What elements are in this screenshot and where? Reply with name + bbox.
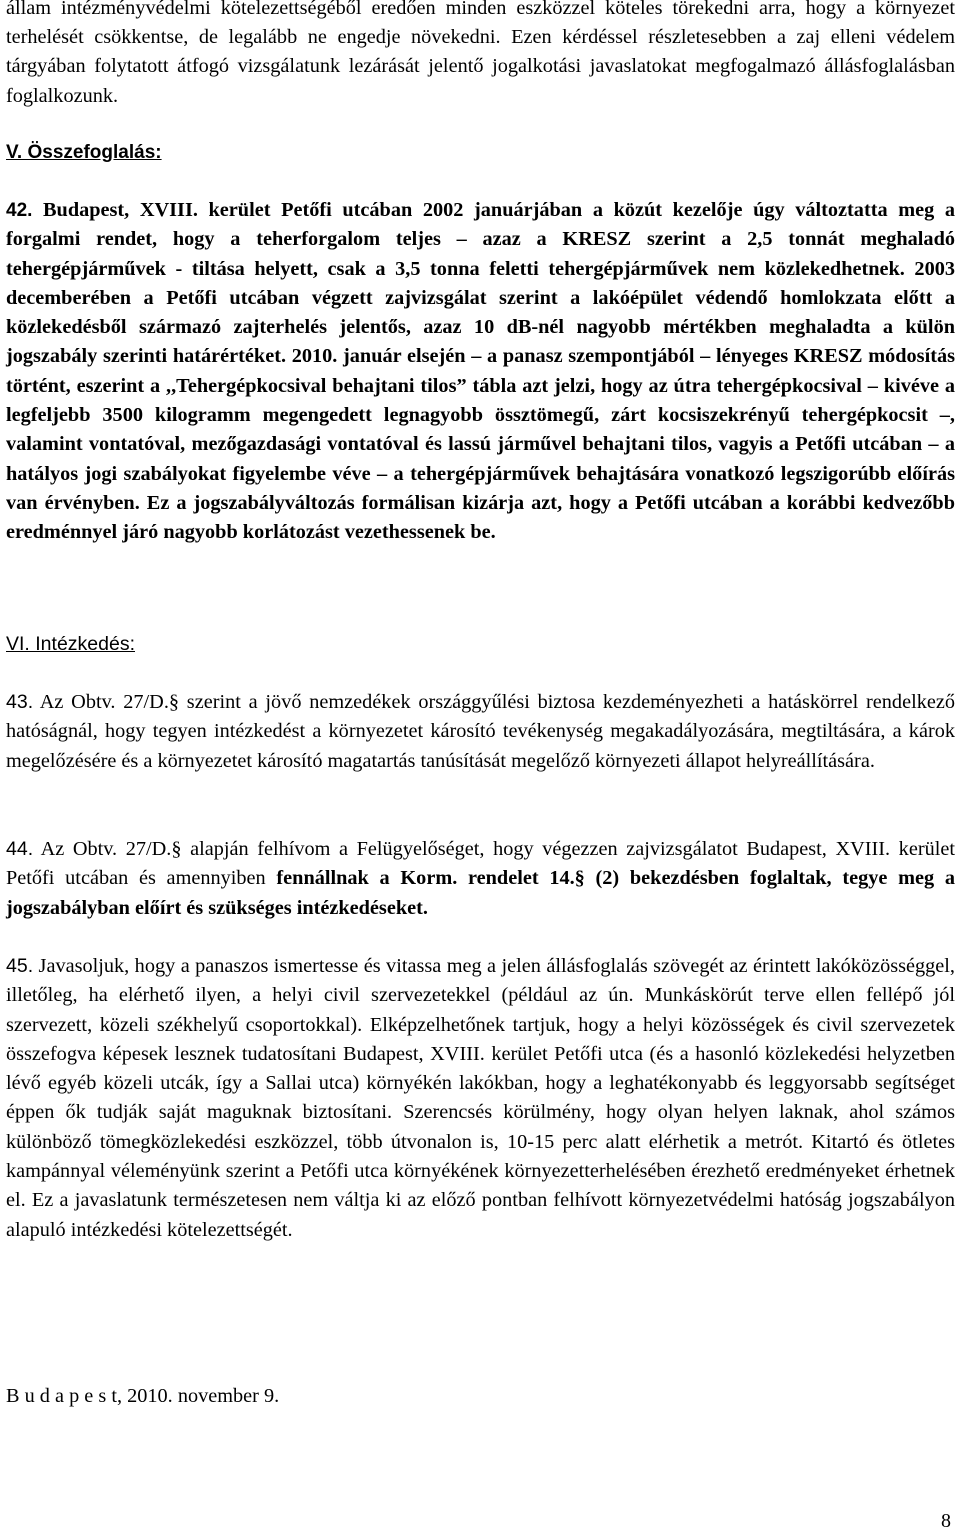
paragraph-45 xyxy=(6,952,955,1245)
paragraph-number-42: 42. xyxy=(6,200,33,221)
section-vi-heading: VI. Intézkedés: xyxy=(6,633,135,655)
page-number: 8 xyxy=(941,1510,951,1532)
paragraph-44-text: Az Obtv. 27/D.§ alapján felhívom a Felügyelőséget, hogy végezzen zajvizsgálatot Budapest, XVIII. kerület Petőfi utcában és amennyiben xyxy=(6,838,955,890)
summary-text: Budapest, XVIII. kerület Petőfi utcában 2002 januárjában a közút kezelője úgy változtatta meg a forgalmi rendet, hogy a teherforgalom teljes – azaz a KRESZ szerint a 2,5 tonnát meghaladó tehergépjárművek - tiltása helyett, csak a 3,5 tonna feletti tehergépjárművek nem közlekedhetnek. 2003 decemberében a Petőfi utcában végzett zajvizsgálat szerint a lakóépület védendő homlokzata előtt a közlekedésből származó zajterhelés jelentős, azaz 10 dB-nél nagyobb mértékben meghaladta a külön jogszabály szerinti határértéket. 2010. január elsején – a panasz szempontjából – lényeges KRESZ módosítás történt, eszerint a ,,Tehergépkocsival behajtani tilos” tábla azt jelzi, hogy az útra tehergépkocsival – kivéve a legfeljebb 3500 kilogramm megengedett legnagyobb össztömegű, zárt kocsiszekrényű tehergépkocsit –, valamint vontatóval, mezőgazdasági vontatóval és lassú járművel behajtani tilos, vagyis a Petőfi utcában – a hatályos jogi szabályokat figyelembe véve – a tehergépjárművek behajtására vonatkozó legszigorúbb előírás van érvényben. Ez a jogszabályváltozás formálisan kizárja azt, hogy a Petőfi utcában a korábbi kedvezőbb eredménnyel járó nagyobb korlátozást vezethessenek be. xyxy=(6,199,955,544)
paragraph-43 xyxy=(6,688,955,776)
paragraph-number-44: 44. xyxy=(6,838,34,860)
paragraph-number-45: 45. xyxy=(6,955,34,977)
paragraph-45-text: Javasoljuk, hogy a panaszos ismertesse és vitassa meg a jelen állásfoglalás szövegét az érintett lakóközösséggel, illetőleg, ha elérhető ilyen, a helyi civil szervezetekkel (például az ún. Munkáskörút terve ellen fellépő jól szervezett, közeli székhelyű csoportokkal). Elképzelhetőnek tartjuk, hogy a helyi közösségek és civil szervezetek összefogva képesek lesznek tudatosítani Budapest, XVIII. kerület Petőfi utca (és a hasonló közlekedési helyzetben lévő egyéb közeli utcák, így a Sallai utca) környékén lakókban, hogy a leghatékonyabb és leggyorsabb segítséget éppen ők tudják saját maguknak biztosítani. Szerencsés körülmény, hogy olyan helyen laknak, ahol számos különböző tömegközlekedési eszközzel, több útvonalon is, 10-15 perc alatt elérhetik a metrót. Kitartó és ötletes kampánnyal véleményünk szerint a Petőfi utca környékének környezetterhelésében érezhető eredményeket érhetnek el. Ez a javaslatunk természetesen nem váltja ki az előző pontban felhívott környezetvédelmi hatóság jogszabályon alapuló intézkedési kötelezettségét. xyxy=(6,955,955,1241)
place-date-signature: B u d a p e s t, 2010. november 9. xyxy=(6,1385,280,1407)
section-v-heading: V. Összefoglalás: xyxy=(6,142,162,163)
summary-paragraph-42 xyxy=(6,196,955,548)
paragraph-44-bold-text: fennállnak a Korm. rendelet 14.§ (2) bekezdésben foglaltak, tegye meg a jogszabályban előírt és szükséges intézkedéseket. xyxy=(6,867,955,919)
paragraph-44 xyxy=(6,835,955,923)
paragraph-number-43: 43. xyxy=(6,691,34,713)
intro-paragraph: állam intézményvédelmi kötelezettségéből eredően minden eszközzel köteles törekedni arra, hogy a környezet terhelését csökkentse, de legalább ne engedje növekedni. Ezen kérdéssel részletesebben a zaj elleni védelem tárgyában folytatott átfogó vizsgálatunk lezárását jelentő jogalkotási javaslatokat megfogalmazó állásfoglalásban foglalkozunk. xyxy=(6,0,955,107)
paragraph-43-text: Az Obtv. 27/D.§ szerint a jövő nemzedékek országgyűlési biztosa kezdeményezheti a hatáskörrel rendelkező hatóságnál, hogy tegyen intézkedést a környezetet károsító tevékenység megakadályozására, megtiltására, a károk megelőzésére és a környezetet károsító magatartás tanúsítását megelőző környezeti állapot helyreállítására. xyxy=(6,691,955,772)
